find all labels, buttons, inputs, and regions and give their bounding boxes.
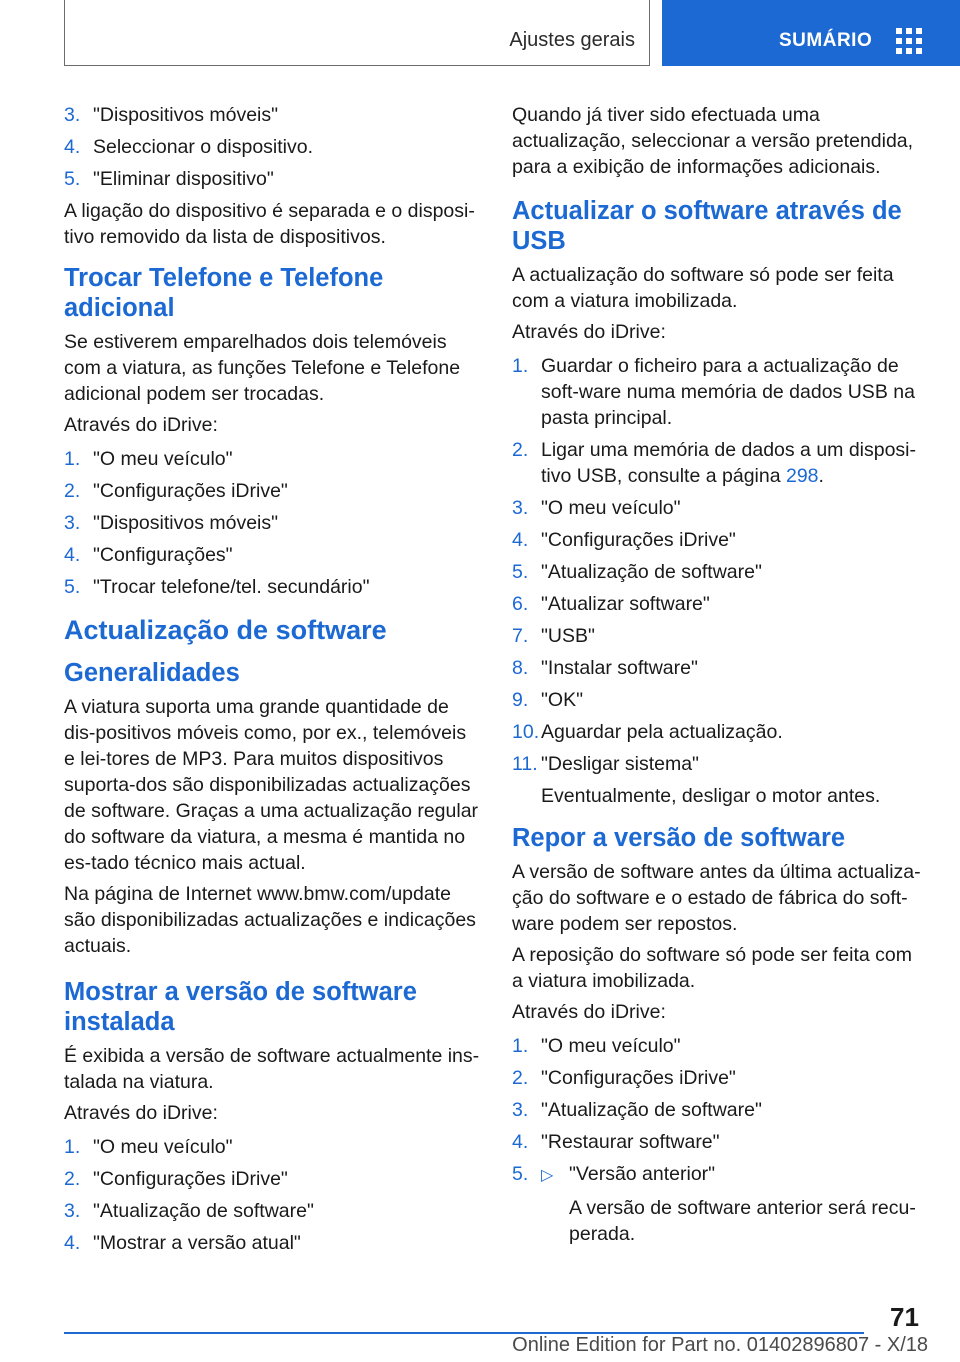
list-item: 2. "Configurações iDrive"	[64, 1168, 288, 1190]
list-item: 3. "Dispositivos móveis"	[64, 512, 279, 534]
paragraph: Através do iDrive:	[64, 1102, 218, 1124]
list-item: 2. "Configurações iDrive"	[64, 480, 288, 502]
list-item: 5. "Eliminar dispositivo"	[64, 168, 274, 190]
heading-trocar-telefone: Trocar Telefone e Telefone adicional	[64, 264, 384, 322]
list-item: 9. "OK"	[512, 689, 584, 711]
heading-actualizacao-software: Actualização de software	[64, 615, 387, 645]
right-column	[512, 102, 928, 1253]
list-item: 6. "Atualizar software"	[512, 593, 710, 615]
list-item: 3. "Atualização de software"	[64, 1200, 314, 1222]
list-item: 8. "Instalar software"	[512, 657, 698, 679]
paragraph: Através do iDrive:	[512, 1001, 666, 1023]
contents-button[interactable]	[662, 0, 960, 66]
page-number: 71	[890, 1302, 919, 1332]
page-link[interactable]: 298	[785, 465, 819, 487]
paragraph: Na página de Internet www.bmw.com/update são disponibilizadas actualizações e indicações actuais.	[64, 883, 476, 957]
list-item: 3. "Dispositivos móveis"	[64, 104, 279, 126]
step-note: Eventualmente, desligar o motor antes.	[541, 785, 881, 807]
left-column	[64, 102, 482, 1262]
list-item: 5. "Trocar telefone/tel. secundário"	[64, 576, 370, 598]
section-title: Ajustes gerais	[509, 29, 635, 51]
list-item: 1. Guardar o ficheiro para a actualização de soft-ware numa memória de dados USB na pasta principal.	[512, 355, 915, 429]
step-list	[512, 1033, 928, 1247]
step-list	[64, 102, 482, 192]
paragraph: A versão de software antes da última actualiza-ção do software e o estado de fábrica do soft-ware podem ser repostos.	[512, 861, 921, 935]
paragraph: Através do iDrive:	[512, 321, 666, 343]
heading-actualizar-usb: Actualizar o software através de USB	[512, 197, 902, 255]
paragraph: É exibida a versão de software actualmente ins-talada na viatura.	[64, 1045, 480, 1093]
list-item: 1. "O meu veículo"	[64, 1136, 233, 1158]
list-item: 11. "Desligar sistema" Eventualmente, desligar o motor antes.	[512, 751, 928, 809]
contents-button-label: SUMÁRIO	[779, 30, 873, 51]
list-item: 4. "Configurações"	[64, 544, 233, 566]
heading-repor-versao: Repor a versão de software	[512, 824, 846, 852]
list-item: 10. Aguardar pela actualização.	[512, 721, 783, 743]
heading-mostrar-versao: Mostrar a versão de software instalada	[64, 978, 417, 1036]
heading-generalidades: Generalidades	[64, 659, 240, 687]
list-item: 3. "O meu veículo"	[512, 497, 681, 519]
paragraph: Quando já tiver sido efectuada uma actualização, seleccionar a versão pretendida, para a exibição de informações adicionais.	[512, 104, 914, 178]
step-note: A versão de software anterior será recu-perada.	[569, 1197, 916, 1245]
paragraph: A reposição do software só pode ser feita com a viatura imobilizada.	[512, 944, 912, 992]
paragraph: A ligação do dispositivo é separada e o disposi-tivo removido da lista de dispositivos.	[64, 200, 475, 248]
paragraph: Através do iDrive:	[64, 414, 218, 436]
list-item: 4. "Mostrar a versão atual"	[64, 1232, 301, 1254]
paragraph: A actualização do software só pode ser feita com a viatura imobilizada.	[512, 264, 894, 312]
step-list	[64, 446, 482, 600]
paragraph: A viatura suporta uma grande quantidade de dis-positivos móveis como, por ex., telemóveis e lei-tores de MP3. Para muitos dispositivos suporta-dos são disponibilizadas actualizações de software. Graças a uma actualização regular do software da viatura, a mesma é mantida no es-tado técnico mais actual.	[64, 696, 479, 874]
list-item: 3. "Atualização de software"	[512, 1099, 762, 1121]
list-item: 1. "O meu veículo"	[512, 1035, 681, 1057]
paragraph: Se estiverem emparelhados dois telemóveis com a viatura, as funções Telefone e Telefone adicional podem ser trocadas.	[64, 331, 461, 405]
header-section-box	[64, 0, 650, 66]
list-item: 5. ▷ "Versão anterior" A versão de software anterior será recu-perada.	[512, 1161, 928, 1247]
list-item: 4. Seleccionar o dispositivo.	[64, 136, 314, 158]
list-item: 4. "Restaurar software"	[512, 1131, 720, 1153]
triangle-bullet-icon: ▷	[541, 1167, 554, 1184]
list-item: 7. "USB"	[512, 625, 595, 647]
list-item: 2. Ligar uma memória de dados a um disposi-tivo USB, consulte a página 298.	[512, 439, 917, 487]
list-item: 2. "Configurações iDrive"	[512, 1067, 736, 1089]
step-list	[64, 1134, 482, 1256]
grid-icon	[896, 28, 922, 54]
step-list	[512, 353, 928, 809]
list-item: 5. "Atualização de software"	[512, 561, 762, 583]
list-item: 4. "Configurações iDrive"	[512, 529, 736, 551]
edition-note: Online Edition for Part no. 01402896807 - X/18	[512, 1334, 928, 1356]
list-item: 1. "O meu veículo"	[64, 448, 233, 470]
